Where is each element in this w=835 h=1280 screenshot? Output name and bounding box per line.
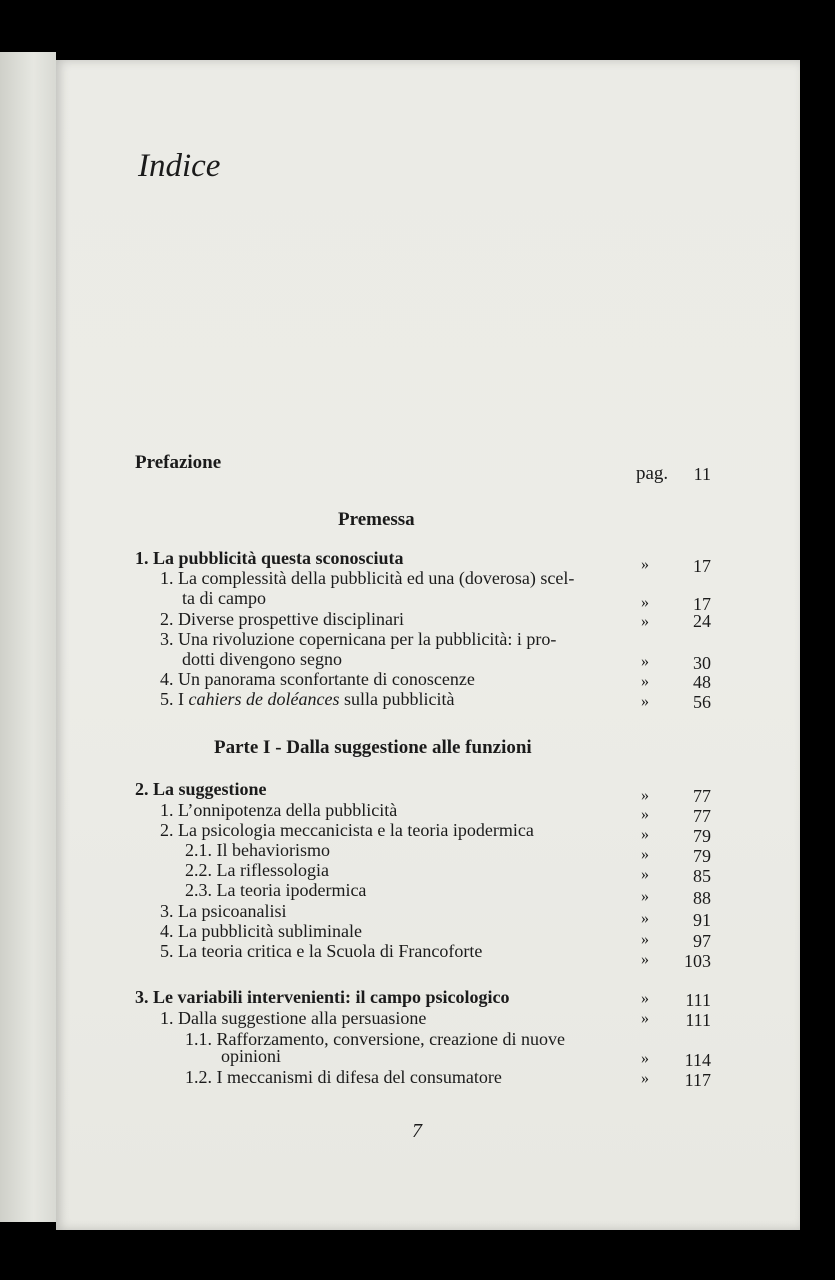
- prefazione-page: 11: [693, 464, 711, 484]
- toc-entry-page: 77: [693, 806, 711, 826]
- ditto-mark: »: [641, 866, 649, 883]
- ditto-mark: »: [641, 673, 649, 690]
- toc-entry-line: opinioni: [221, 1046, 282, 1066]
- toc-entry-line: 1. La complessità della pubblicità ed una (doverosa) scel-: [160, 568, 575, 588]
- chapter-3-page: 111: [685, 990, 711, 1010]
- toc-entry-line: dotti divengono segno: [182, 649, 342, 669]
- toc-entry-line: 2.1. Il behaviorismo: [185, 840, 330, 860]
- ditto-mark: »: [641, 951, 649, 968]
- toc-entry-page: 85: [693, 866, 711, 886]
- ditto-mark: »: [641, 846, 649, 863]
- toc-entry-line: 2.2. La riflessologia: [185, 860, 329, 880]
- ditto-mark: »: [641, 1070, 649, 1087]
- toc-entry-page: 56: [693, 692, 711, 712]
- toc-entry-line: 2.3. La teoria ipodermica: [185, 880, 367, 900]
- ditto-mark: »: [641, 910, 649, 927]
- ditto-mark: »: [641, 826, 649, 843]
- toc-entry-page: 17: [693, 594, 711, 614]
- toc-entry-page: 103: [684, 951, 711, 971]
- toc-entry-page: 111: [685, 1010, 711, 1030]
- toc-entry-page: 30: [693, 653, 711, 673]
- toc-entry-page: 48: [693, 672, 711, 692]
- ditto-mark: »: [641, 787, 649, 804]
- toc-entry-line: 1. Dalla suggestione alla persuasione: [160, 1008, 427, 1028]
- toc-entry-line: 1.2. I meccanismi di difesa del consumatore: [185, 1067, 502, 1087]
- toc-entry-page: 114: [684, 1050, 711, 1070]
- toc-entry-line: 2. Diverse prospettive disciplinari: [160, 609, 404, 629]
- index-page: [56, 60, 800, 1230]
- toc-entry-page: 24: [693, 611, 711, 631]
- ditto-mark: »: [641, 556, 649, 573]
- toc-entry-page: 91: [693, 910, 711, 930]
- toc-entry-page: 88: [693, 888, 711, 908]
- ditto-mark: »: [641, 1050, 649, 1067]
- toc-entry-line: 1.1. Rafforzamento, conversione, creazione di nuove: [185, 1029, 566, 1049]
- toc-entry-line: 3. Una rivoluzione copernicana per la pubblicità: i pro-: [160, 629, 557, 649]
- toc-entry-line: 3. La psicoanalisi: [160, 901, 287, 921]
- chapter-3-heading: 3. Le variabili intervenienti: il campo psicologico: [135, 987, 510, 1007]
- prefazione-label: Prefazione: [135, 452, 222, 473]
- ditto-mark: »: [641, 931, 649, 948]
- ditto-mark: »: [641, 806, 649, 823]
- ditto-mark: »: [641, 990, 649, 1007]
- ditto-mark: »: [641, 1010, 649, 1027]
- toc-entry-cahiers: 5. I cahiers de doléances sulla pubblicità: [160, 689, 455, 709]
- toc-entry-line: 4. Un panorama sconfortante di conoscenze: [160, 669, 475, 689]
- pag-label: pag.: [636, 463, 669, 484]
- page-title: Indice: [138, 148, 221, 184]
- chapter-2-heading: 2. La suggestione: [135, 779, 267, 799]
- toc-entry-page: 117: [684, 1070, 711, 1090]
- toc-entry-page: 97: [693, 931, 711, 951]
- page-number: 7: [412, 1120, 422, 1142]
- ditto-mark: »: [641, 613, 649, 630]
- toc-entry-line: 2. La psicologia meccanicista e la teoria ipodermica: [160, 820, 534, 840]
- toc-entry-line: 5. La teoria critica e la Scuola di Francoforte: [160, 941, 483, 961]
- toc-entry-page: 79: [693, 826, 711, 846]
- chapter-2-page: 77: [693, 786, 711, 806]
- toc-entry-page: 79: [693, 846, 711, 866]
- toc-entry-line: 4. La pubblicità subliminale: [160, 921, 362, 941]
- toc-entry-line: 1. L’onnipotenza della pubblicità: [160, 800, 398, 820]
- ditto-mark: »: [641, 594, 649, 611]
- chapter-1-page: 17: [693, 556, 711, 576]
- ditto-mark: »: [641, 653, 649, 670]
- chapter-1-heading: 1. La pubblicità questa sconosciuta: [135, 548, 404, 568]
- ditto-mark: »: [641, 888, 649, 905]
- toc-entry-line: ta di campo: [182, 588, 266, 608]
- premessa-heading: Premessa: [338, 509, 415, 530]
- ditto-mark: »: [641, 693, 649, 710]
- parte-1-heading: Parte I - Dalla suggestione alle funzioni: [214, 737, 532, 758]
- facing-page-edge: [0, 52, 56, 1222]
